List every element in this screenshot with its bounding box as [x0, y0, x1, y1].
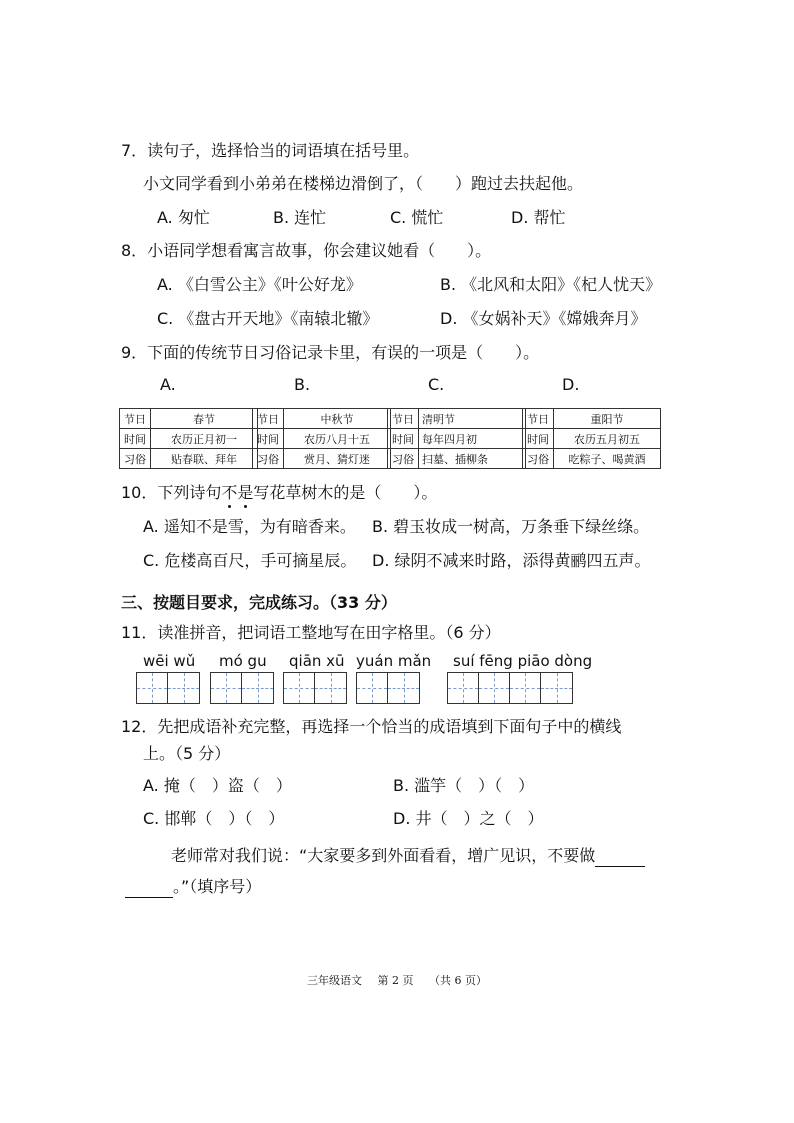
card-label: 习俗: [523, 449, 554, 469]
answer-blank[interactable]: [595, 850, 645, 867]
q9-option-b[interactable]: B.: [294, 375, 311, 394]
q12-option-b[interactable]: B. 滥竽（ ）（ ）: [393, 776, 535, 795]
grid-cell[interactable]: [479, 673, 510, 703]
card-festival: 清明节: [419, 409, 526, 429]
q12-sentence-text: 老师常对我们说：“大家要多到外面看看，增广见识，不要做: [171, 846, 596, 865]
q12-sentence-end: 。”（填序号）: [173, 877, 262, 896]
q8-stem: 8．小语同学想看寓言故事，你会建议她看（ ）。: [121, 241, 492, 260]
q12-sentence-line1: [171, 845, 645, 867]
pinyin-2: mó gu: [219, 652, 267, 670]
q8-option-c[interactable]: C. 《盘古开天地》《南辕北辙》: [157, 309, 379, 328]
q8-option-d[interactable]: D. 《女娲补天》《嫦娥奔月》: [440, 309, 647, 328]
q8-option-b[interactable]: B. 《北风和太阳》《杞人忧天》: [440, 275, 662, 294]
card-label: 时间: [523, 429, 554, 449]
pinyin-1: wēi wǔ: [143, 652, 196, 670]
q7-option-b[interactable]: B. 连忙: [273, 208, 327, 227]
grid-cell[interactable]: [510, 673, 541, 703]
footer-subject: 三年级语文: [307, 974, 362, 987]
card-label: 节日: [388, 409, 419, 429]
festival-card-b: [252, 408, 391, 469]
card-time: 农历五月初五: [554, 429, 661, 449]
card-label: 节日: [523, 409, 554, 429]
card-label: 习俗: [120, 449, 151, 469]
footer-page-number: 第 2 页: [377, 974, 414, 987]
q9-option-a[interactable]: A.: [160, 375, 176, 394]
pinyin-3: qiān xū: [289, 652, 345, 670]
section-3-heading: 三、按题目要求，完成练习。（33 分）: [121, 593, 397, 612]
q9-option-c[interactable]: C.: [428, 375, 445, 394]
card-time: 农历正月初一: [151, 429, 258, 449]
card-time: 农历八月十五: [284, 429, 391, 449]
q7-option-a[interactable]: A. 匆忙: [157, 208, 210, 227]
card-label: 习俗: [253, 449, 284, 469]
card-label: 时间: [253, 429, 284, 449]
q12-stem-line2: 上。（5 分）: [143, 744, 231, 763]
pinyin-5: suí fēng piāo dòng: [453, 652, 593, 670]
q10-option-b[interactable]: B. 碧玉妆成一树高，万条垂下绿丝绦。: [372, 517, 650, 536]
writing-grid-3[interactable]: [283, 672, 347, 704]
festival-card-c: [387, 408, 526, 469]
festival-card-a: [119, 408, 258, 469]
card-festival: 重阳节: [554, 409, 661, 429]
grid-cell[interactable]: [211, 673, 242, 703]
q9-stem: 9．下面的传统节日习俗记录卡里，有误的一项是（ ）。: [121, 343, 540, 362]
q10-option-c[interactable]: C. 危楼高百尺，手可摘星辰。: [143, 551, 357, 570]
q12-option-c[interactable]: C. 邯郸（ ）（ ）: [143, 809, 285, 828]
card-label: 节日: [120, 409, 151, 429]
grid-cell[interactable]: [137, 673, 168, 703]
card-festival: 中秋节: [284, 409, 391, 429]
grid-cell[interactable]: [388, 673, 419, 703]
q8-option-a[interactable]: A. 《白雪公主》《叶公好龙》: [157, 275, 362, 294]
q9-option-d[interactable]: D.: [562, 375, 580, 394]
writing-grid-1[interactable]: [136, 672, 200, 704]
grid-cell[interactable]: [357, 673, 388, 703]
writing-grid-4[interactable]: [356, 672, 420, 704]
q10-option-a[interactable]: A. 遥知不是雪，为有暗香来。: [143, 517, 356, 536]
q11-stem: 11．读准拼音，把词语工整地写在田字格里。（6 分）: [121, 623, 501, 642]
card-label: 时间: [388, 429, 419, 449]
grid-cell[interactable]: [284, 673, 315, 703]
writing-grid-2[interactable]: [210, 672, 274, 704]
grid-cell[interactable]: [448, 673, 479, 703]
q7-option-d[interactable]: D. 帮忙: [511, 208, 566, 227]
card-custom: 贴春联、拜年: [151, 449, 258, 469]
card-time: 每年四月初: [419, 429, 526, 449]
grid-cell[interactable]: [541, 673, 572, 703]
page-footer: [0, 972, 794, 988]
q12-option-a[interactable]: A. 掩（ ）盗（ ）: [143, 776, 292, 795]
q10-stem-before: 10．下列诗句: [121, 483, 222, 502]
q10-stem-after: 写花草树木的是（ ）。: [253, 483, 438, 502]
q10-emphasis-1: 不: [221, 483, 238, 502]
q10-emphasis-2: 是: [237, 483, 254, 502]
q10-stem: [121, 482, 437, 504]
card-custom: 扫墓、插柳条: [419, 449, 526, 469]
q12-sentence-line2: [125, 876, 261, 898]
card-custom: 赏月、猜灯迷: [284, 449, 391, 469]
card-label: 时间: [120, 429, 151, 449]
writing-grid-5[interactable]: [447, 672, 573, 704]
q7-stem: 7．读句子，选择恰当的词语填在括号里。: [121, 141, 420, 160]
footer-total-pages: （共 6 页）: [429, 974, 487, 987]
grid-cell[interactable]: [315, 673, 346, 703]
q12-stem-line1: 12．先把成语补充完整，再选择一个恰当的成语填到下面句子中的横线: [121, 717, 622, 736]
q12-option-d[interactable]: D. 井（ ）之（ ）: [393, 809, 544, 828]
q7-sentence: 小文同学看到小弟弟在楼梯边滑倒了，（ ）跑过去扶起他。: [143, 174, 584, 193]
card-custom: 吃粽子、喝黄酒: [554, 449, 661, 469]
q7-option-c[interactable]: C. 慌忙: [390, 208, 444, 227]
grid-cell[interactable]: [168, 673, 199, 703]
pinyin-4: yuán mǎn: [356, 652, 432, 670]
festival-card-d: [522, 408, 661, 469]
q10-option-d[interactable]: D. 绿阴不减来时路，添得黄鹂四五声。: [372, 551, 651, 570]
card-festival: 春节: [151, 409, 258, 429]
card-label: 节日: [253, 409, 284, 429]
answer-blank-continued[interactable]: [125, 881, 173, 898]
grid-cell[interactable]: [242, 673, 273, 703]
card-label: 习俗: [388, 449, 419, 469]
